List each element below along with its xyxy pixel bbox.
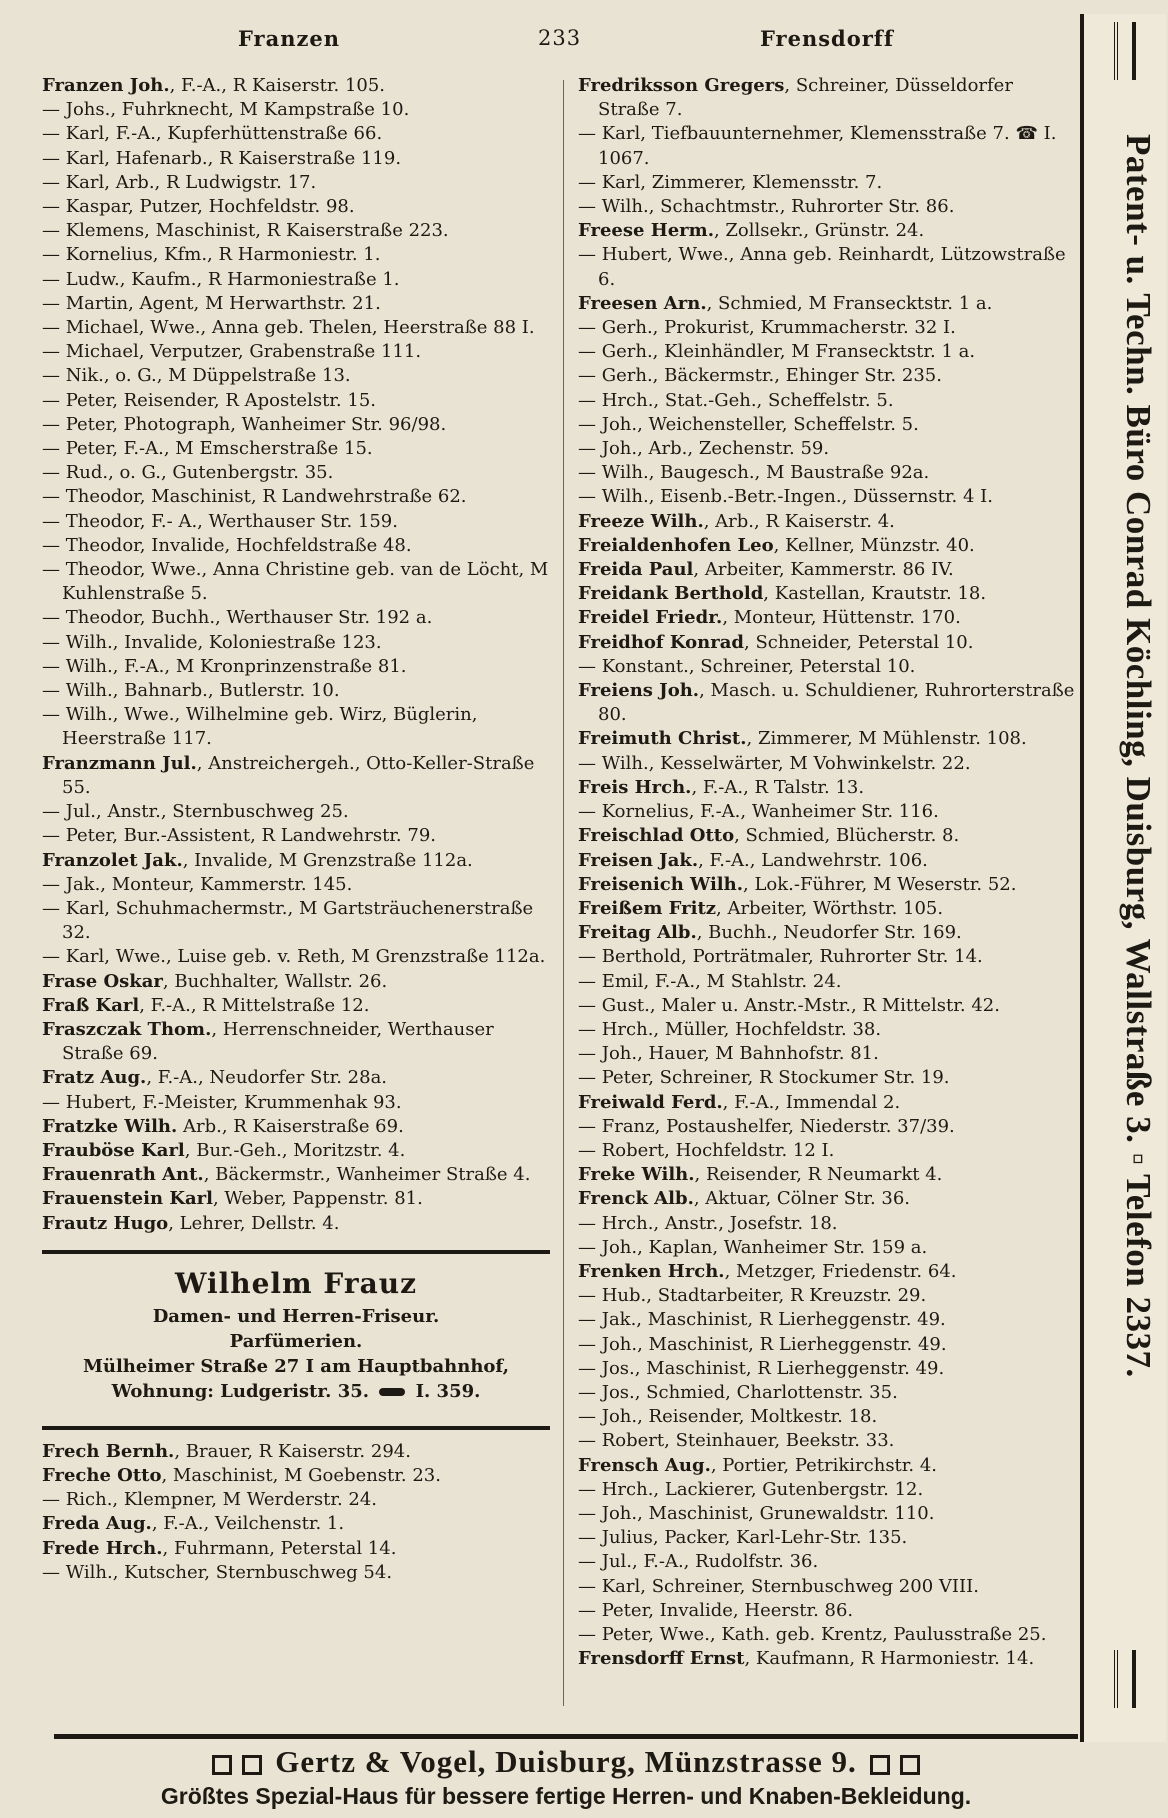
- directory-entry: [42, 1488, 550, 1512]
- entry-details: — Hubert, F.-Meister, Krummenhak 93.: [42, 1091, 402, 1113]
- ad-bottom-rule: [42, 1426, 550, 1430]
- entry-details: — Wilh., Kesselwärter, M Vohwinkelstr. 22.: [578, 752, 971, 774]
- directory-entry: [578, 1066, 1080, 1090]
- entry-details: — Wilh., F.-A., M Kronprinzenstraße 81.: [42, 655, 407, 677]
- directory-entry: [578, 1429, 1080, 1453]
- entry-details: — Jul., Anstr., Sternbuschweg 25.: [42, 801, 349, 823]
- ad-top-rule: [42, 1250, 550, 1254]
- entry-details: — Karl, Hafenarb., R Kaiserstraße 119.: [42, 147, 402, 169]
- entry-surname: Freesen Arn.: [578, 292, 707, 314]
- advertisement-frauz: [42, 1264, 550, 1404]
- entry-details: — Karl, Schuhmachermstr., M Gartsträuchenerstraße 32.: [42, 897, 534, 944]
- entry-surname: Freidhof Konrad: [578, 631, 744, 653]
- entry-details: , Arb., R Kaiserstr. 4.: [703, 510, 895, 532]
- entry-details: , Lok.-Führer, M Weserstr. 52.: [743, 873, 1017, 895]
- entry-details: — Peter, Photograph, Wanheimer Str. 96/98.: [42, 413, 447, 435]
- entry-details: , F.-A., R Kaiserstr. 105.: [169, 75, 386, 96]
- entry-details: — Theodor, F.- A., Werthauser Str. 159.: [42, 510, 398, 532]
- entry-details: — Theodor, Wwe., Anna Christine geb. van de Löcht, M Kuhlenstraße 5.: [42, 559, 549, 605]
- directory-entry: [578, 1357, 1080, 1381]
- entry-details: — Wilh., Kutscher, Sternbuschweg 54.: [42, 1561, 393, 1583]
- entry-details: , Lehrer, Dellstr. 4.: [168, 1212, 340, 1234]
- entry-details: , Kellner, Münzstr. 40.: [773, 534, 975, 556]
- directory-entry: [42, 1440, 550, 1464]
- entry-surname: Freisenich Wilh.: [578, 873, 743, 895]
- directory-entry: [578, 1333, 1080, 1357]
- footer-advertisement: [54, 1734, 1078, 1811]
- directory-entry: [578, 1115, 1080, 1139]
- entry-surname: Frensch Aug.: [578, 1454, 711, 1476]
- entry-details: , Anstreichergeh., Otto-Keller-Straße 55.: [62, 752, 535, 798]
- entry-details: — Jos., Schmied, Charlottenstr. 35.: [578, 1381, 898, 1403]
- directory-entry: [42, 631, 550, 655]
- entry-details: , Zollsekr., Grünstr. 24.: [713, 220, 925, 242]
- entry-details: , Bäckermstr., Wanheimer Straße 4.: [203, 1164, 531, 1186]
- entry-details: — Nik., o. G., M Düppelstraße 13.: [42, 365, 351, 387]
- directory-entry: [42, 74, 550, 98]
- entry-surname: Frenken Hrch.: [578, 1260, 725, 1282]
- footer-rule: [54, 1734, 1078, 1739]
- square-ornament-icon: [900, 1755, 920, 1775]
- entry-details: — Karl, Schreiner, Sternbuschweg 200 VIII.: [578, 1575, 979, 1597]
- directory-entry: [42, 534, 550, 558]
- entry-details: — Gerh., Bäckermstr., Ehinger Str. 235.: [578, 365, 942, 387]
- entry-details: — Jak., Maschinist, R Lierheggenstr. 49.: [578, 1309, 946, 1331]
- directory-entry: [42, 873, 550, 897]
- directory-entry: [578, 1018, 1080, 1042]
- entry-surname: Freißem Fritz: [578, 897, 716, 919]
- directory-entry: [578, 1502, 1080, 1526]
- directory-entry: [42, 606, 550, 630]
- entry-details: , Metzger, Friedenstr. 64.: [724, 1260, 957, 1282]
- entry-surname: Freialdenhofen Leo: [578, 534, 774, 556]
- entry-details: — Jak., Monteur, Kammerstr. 145.: [42, 873, 353, 895]
- entry-details: , Maschinist, M Goebenstr. 23.: [161, 1464, 441, 1486]
- directory-entry: [578, 558, 1080, 582]
- entry-details: — Wilh., Eisenb.-Betr.-Ingen., Düssernstr. 4 I.: [578, 486, 993, 508]
- entry-details: — Wilh., Baugesch., M Baustraße 92a.: [578, 462, 930, 484]
- entry-details: — Martin, Agent, M Herwarthstr. 21.: [42, 292, 381, 314]
- directory-entry: [42, 849, 550, 873]
- entry-details: — Wilh., Schachtmstr., Ruhrorter Str. 86.: [578, 196, 955, 218]
- entry-surname: Fraß Karl: [42, 994, 140, 1016]
- entry-details: — Hrch., Stat.-Geh., Scheffelstr. 5.: [578, 389, 894, 411]
- directory-entry: [578, 727, 1080, 751]
- entry-details: Arb., R Kaiserstraße 69.: [177, 1115, 404, 1137]
- directory-entry: [578, 1454, 1080, 1478]
- entry-surname: Frech Bernh.: [42, 1440, 175, 1462]
- entry-surname: Freiens Joh.: [578, 680, 700, 702]
- entry-details: — Peter, Invalide, Heerstr. 86.: [578, 1599, 854, 1621]
- directory-entry: [42, 219, 550, 243]
- directory-entry: [578, 413, 1080, 437]
- directory-entry: [578, 1526, 1080, 1550]
- entry-details: — Joh., Arb., Zechenstr. 59.: [578, 438, 830, 460]
- entry-details: , Zimmerer, M Mühlenstr. 108.: [746, 728, 1027, 750]
- entry-surname: Freis Hrch.: [578, 776, 692, 798]
- entry-surname: Freida Paul: [578, 559, 694, 581]
- column-divider: [563, 80, 564, 1706]
- telephone-icon: [379, 1388, 405, 1396]
- entry-details: — Wilh., Bahnarb., Butlerstr. 10.: [42, 680, 340, 702]
- entry-details: — Rich., Klempner, M Werderstr. 24.: [42, 1489, 378, 1511]
- entry-details: , Portier, Petrikirchstr. 4.: [710, 1454, 938, 1476]
- entry-surname: Frase Oskar: [42, 970, 163, 992]
- directory-entry: [42, 243, 550, 267]
- directory-entry: [578, 122, 1080, 170]
- directory-entry: [578, 1308, 1080, 1332]
- directory-entry: [42, 994, 550, 1018]
- directory-entry: [578, 1647, 1080, 1671]
- directory-entry: [578, 364, 1080, 388]
- directory-entry: [42, 1512, 550, 1536]
- directory-entry: [42, 970, 550, 994]
- entry-details: , Fuhrmann, Peterstal 14.: [162, 1537, 397, 1559]
- directory-entry: [42, 1091, 550, 1115]
- directory-entry: [42, 1212, 550, 1236]
- footer-slogan: Größtes Spezial-Haus für bessere fertige Herren- und Knaben-Bekleidung.: [160, 1783, 972, 1809]
- directory-entry: [42, 510, 550, 534]
- entry-details: — Peter, Bur.-Assistent, R Landwehrstr. 79.: [42, 825, 437, 847]
- entry-details: — Peter, Wwe., Kath. geb. Krentz, Paulusstraße 25.: [578, 1624, 1047, 1645]
- entry-details: — Franz, Postaushelfer, Niederstr. 37/39.: [578, 1115, 955, 1137]
- directory-entry: [42, 1464, 550, 1488]
- entry-details: — Joh., Maschinist, Grunewaldstr. 110.: [578, 1502, 935, 1524]
- directory-entry: [42, 147, 550, 171]
- entry-surname: Frauenstein Karl: [42, 1188, 213, 1210]
- header-right-keyword: Frensdorff: [760, 26, 894, 51]
- directory-entry: [42, 655, 550, 679]
- entry-details: — Peter, F.-A., M Emscherstraße 15.: [42, 438, 373, 460]
- directory-entry: [42, 364, 550, 388]
- directory-entry: [578, 606, 1080, 630]
- directory-entry: [42, 461, 550, 485]
- directory-entry: [42, 268, 550, 292]
- entry-details: , Schmied, M Fransecktstr. 1 a.: [706, 292, 993, 314]
- entry-details: — Karl, Arb., R Ludwigstr. 17.: [42, 171, 317, 193]
- directory-entry: [578, 582, 1080, 606]
- directory-entry: [42, 437, 550, 461]
- entry-details: — Karl, Zimmerer, Klemensstr. 7.: [578, 171, 883, 193]
- entry-details: — Gust., Maler u. Anstr.-Mstr., R Mittelstr. 42.: [578, 994, 1000, 1016]
- entry-details: , Weber, Pappenstr. 81.: [212, 1188, 423, 1210]
- entry-details: — Julius, Packer, Karl-Lehr-Str. 135.: [578, 1527, 908, 1549]
- ad-line-trade: Damen- und Herren-Friseur.: [152, 1305, 440, 1327]
- entry-surname: Fredriksson Gregers: [578, 75, 785, 96]
- entry-surname: Fratz Aug.: [42, 1067, 147, 1089]
- entry-details: , Aktuar, Cölner Str. 36.: [693, 1188, 911, 1210]
- directory-entry: [42, 558, 550, 606]
- directory-entry: [578, 897, 1080, 921]
- entry-details: — Peter, Schreiner, R Stockumer Str. 19.: [578, 1067, 950, 1089]
- directory-entry: [578, 631, 1080, 655]
- directory-entry: [578, 921, 1080, 945]
- entry-surname: Freeze Wilh.: [578, 510, 704, 532]
- entry-details: , F.-A., R Talstr. 13.: [691, 776, 865, 798]
- directory-entry: [42, 195, 550, 219]
- directory-entry: [42, 316, 550, 340]
- entry-details: , F.-A., Veilchenstr. 1.: [151, 1513, 345, 1535]
- entry-details: — Berthold, Porträtmaler, Ruhrorter Str. 14.: [578, 946, 983, 968]
- directory-entry: [578, 316, 1080, 340]
- entry-details: — Joh., Hauer, M Bahnhofstr. 81.: [578, 1043, 879, 1065]
- entry-details: , Invalide, M Grenzstraße 112a.: [182, 849, 473, 871]
- entry-details: , F.-A., Immendal 2.: [722, 1091, 901, 1113]
- entry-surname: Franzmann Jul.: [42, 752, 197, 774]
- directory-entry: [578, 1599, 1080, 1623]
- entry-details: , Arbeiter, Kammerstr. 86 IV.: [693, 559, 954, 581]
- directory-entry: [578, 1381, 1080, 1405]
- directory-entry: [578, 655, 1080, 679]
- directory-entry: [42, 679, 550, 703]
- entry-details: — Michael, Verputzer, Grabenstraße 111.: [42, 341, 422, 363]
- directory-entry: [578, 1575, 1080, 1599]
- entry-details: — Hrch., Müller, Hochfeldstr. 38.: [578, 1018, 882, 1040]
- directory-entry: [42, 389, 550, 413]
- header-left-keyword: Franzen: [238, 26, 341, 51]
- entry-surname: Freisen Jak.: [578, 849, 699, 871]
- entry-details: — Karl, F.-A., Kupferhüttenstraße 66.: [42, 123, 383, 145]
- ad-line-perfume: Parfümerien.: [229, 1330, 363, 1352]
- banner-bottom-ornament: [1114, 1650, 1136, 1708]
- directory-entry: [578, 1139, 1080, 1163]
- entry-surname: Frauenrath Ant.: [42, 1164, 204, 1186]
- entry-surname: Fratzke Wilh.: [42, 1115, 178, 1137]
- directory-entry: [42, 945, 550, 969]
- entry-details: — Ludw., Kaufm., R Harmoniestraße 1.: [42, 268, 400, 290]
- ad-line-residence: [42, 1379, 550, 1404]
- entry-details: — Klemens, Maschinist, R Kaiserstraße 223.: [42, 220, 449, 242]
- directory-entry: [42, 824, 550, 848]
- entry-details: — Jos., Maschinist, R Lierheggenstr. 49.: [578, 1357, 945, 1379]
- directory-entry: [42, 292, 550, 316]
- directory-entry: [42, 1139, 550, 1163]
- entry-surname: Franzen Joh.: [42, 75, 170, 96]
- directory-entry: [578, 1236, 1080, 1260]
- ad-phone-number: I. 359.: [415, 1380, 481, 1402]
- entry-surname: Franzolet Jak.: [42, 849, 183, 871]
- directory-entry: [42, 703, 550, 751]
- directory-entry: [578, 171, 1080, 195]
- entry-surname: Frauböse Karl: [42, 1139, 185, 1161]
- directory-entry: [578, 437, 1080, 461]
- entry-details: , F.-A., R Mittelstraße 12.: [139, 994, 370, 1016]
- directory-entry: [578, 292, 1080, 316]
- directory-entry: [578, 776, 1080, 800]
- directory-entry: [578, 849, 1080, 873]
- entry-surname: Freke Wilh.: [578, 1164, 695, 1186]
- directory-entry: [42, 1066, 550, 1090]
- directory-entry: [578, 873, 1080, 897]
- directory-entry: [578, 74, 1080, 122]
- entry-details: — Jul., F.-A., Rudolfstr. 36.: [578, 1551, 819, 1573]
- entry-details: — Joh., Kaplan, Wanheimer Str. 159 a.: [578, 1236, 928, 1258]
- directory-entry: [578, 752, 1080, 776]
- directory-entry: [578, 510, 1080, 534]
- directory-entry: [42, 1018, 550, 1066]
- entry-details: , Schmied, Blücherstr. 8.: [734, 825, 960, 847]
- entry-details: — Rud., o. G., Gutenbergstr. 35.: [42, 462, 334, 484]
- directory-entry: [578, 679, 1080, 727]
- entry-details: — Joh., Maschinist, R Lierheggenstr. 49.: [578, 1333, 947, 1355]
- entry-details: — Michael, Wwe., Anna geb. Thelen, Heerstraße 88 I.: [42, 317, 535, 339]
- directory-entry: [578, 1091, 1080, 1115]
- directory-entry: [42, 171, 550, 195]
- left-column: [42, 74, 550, 1585]
- directory-entry: [42, 1537, 550, 1561]
- directory-entry: [578, 219, 1080, 243]
- entry-details: — Robert, Hochfeldstr. 12 I.: [578, 1139, 835, 1161]
- entry-surname: Freimuth Christ.: [578, 728, 747, 750]
- ad-business-name: Wilhelm Frauz: [175, 1266, 417, 1300]
- entry-details: , F.-A., Neudorfer Str. 28a.: [146, 1067, 388, 1089]
- entry-surname: Frautz Hugo: [42, 1212, 169, 1234]
- directory-entry: [578, 461, 1080, 485]
- entry-details: , F.-A., Landwehrstr. 106.: [698, 849, 928, 871]
- directory-entry: [578, 994, 1080, 1018]
- entry-details: — Kornelius, Kfm., R Harmoniestr. 1.: [42, 244, 381, 266]
- page-number: 233: [538, 26, 582, 50]
- entry-details: — Karl, Wwe., Luise geb. v. Reth, M Grenzstraße 112a.: [42, 946, 546, 968]
- directory-entry: [578, 1260, 1080, 1284]
- entry-details: — Hubert, Wwe., Anna geb. Reinhardt, Lützowstraße 6.: [578, 244, 1066, 290]
- entry-details: — Emil, F.-A., M Stahlstr. 24.: [578, 970, 842, 992]
- entry-details: — Gerh., Kleinhändler, M Fransecktstr. 1 a.: [578, 341, 976, 363]
- entry-details: — Joh., Weichensteller, Scheffelstr. 5.: [578, 413, 919, 435]
- left-entry-list-after-ad: [42, 1440, 550, 1585]
- directory-entry: [578, 824, 1080, 848]
- entry-details: , Schreiner, Düsseldorfer Straße 7.: [598, 75, 1013, 121]
- square-ornament-icon: [212, 1755, 232, 1775]
- entry-surname: Freese Herm.: [578, 220, 714, 242]
- side-advertisement-banner: [1080, 14, 1166, 1742]
- square-ornament-icon: [242, 1755, 262, 1775]
- directory-entry: [42, 122, 550, 146]
- directory-entry: [578, 1187, 1080, 1211]
- directory-entry: [42, 1187, 550, 1211]
- entry-details: — Kaspar, Putzer, Hochfeldstr. 98.: [42, 196, 355, 218]
- directory-entry: [42, 413, 550, 437]
- entry-details: — Hrch., Lackierer, Gutenbergstr. 12.: [578, 1478, 924, 1500]
- entry-surname: Frede Hrch.: [42, 1537, 163, 1559]
- entry-details: , Buchh., Neudorfer Str. 169.: [696, 922, 962, 944]
- entry-details: — Hrch., Anstr., Josefstr. 18.: [578, 1212, 838, 1234]
- entry-details: — Wilh., Invalide, Koloniestraße 123.: [42, 631, 382, 653]
- directory-entry: [578, 485, 1080, 509]
- entry-details: , Reisender, R Neumarkt 4.: [694, 1164, 943, 1186]
- entry-details: — Johs., Fuhrknecht, M Kampstraße 10.: [42, 99, 410, 121]
- entry-details: — Peter, Reisender, R Apostelstr. 15.: [42, 389, 377, 411]
- entry-details: — Gerh., Prokurist, Krummacherstr. 32 I.: [578, 317, 956, 339]
- left-entry-list: [42, 74, 550, 1236]
- entry-details: — Karl, Tiefbauunternehmer, Klemensstraße 7. ☎ I. 1067.: [578, 123, 1057, 169]
- entry-details: , Buchhalter, Wallstr. 26.: [162, 970, 388, 992]
- directory-entry: [578, 340, 1080, 364]
- entry-details: , Brauer, R Kaiserstr. 294.: [174, 1440, 411, 1462]
- right-column: [578, 74, 1080, 1671]
- entry-details: — Wilh., Wwe., Wilhelmine geb. Wirz, Büglerin, Heerstraße 117.: [42, 704, 478, 750]
- entry-details: — Theodor, Buchh., Werthauser Str. 192 a.: [42, 607, 433, 629]
- entry-details: — Joh., Reisender, Moltkestr. 18.: [578, 1406, 878, 1428]
- directory-entry: [42, 897, 550, 945]
- directory-entry: [42, 98, 550, 122]
- side-banner-text: Patent- u. Techn. Büro Conrad Köchling, Duisburg, Wallstraße 3. ▫ Telefon 2337.: [1119, 134, 1158, 1378]
- entry-surname: Frenck Alb.: [578, 1188, 694, 1210]
- directory-entry: [578, 945, 1080, 969]
- entry-details: — Theodor, Maschinist, R Landwehrstraße 62.: [42, 486, 467, 508]
- entry-surname: Freiwald Ferd.: [578, 1091, 723, 1113]
- entry-details: , Kaufmann, R Harmoniestr. 14.: [744, 1648, 1035, 1670]
- directory-entry: [578, 800, 1080, 824]
- directory-entry: [578, 1478, 1080, 1502]
- directory-entry: [578, 1163, 1080, 1187]
- entry-surname: Freidel Friedr.: [578, 607, 723, 629]
- entry-surname: Fraszczak Thom.: [42, 1018, 212, 1040]
- directory-entry: [578, 1284, 1080, 1308]
- entry-details: , Arbeiter, Wörthstr. 105.: [716, 897, 944, 919]
- directory-entry: [578, 1212, 1080, 1236]
- footer-company-line: [54, 1743, 1078, 1781]
- directory-entry: [42, 752, 550, 800]
- directory-entry: [578, 534, 1080, 558]
- directory-entry: [42, 1163, 550, 1187]
- entry-surname: Frensdorff Ernst: [578, 1648, 745, 1670]
- entry-details: , Bur.-Geh., Moritzstr. 4.: [184, 1139, 406, 1161]
- directory-entry: [578, 1550, 1080, 1574]
- right-entry-list: [578, 74, 1080, 1671]
- entry-surname: Freda Aug.: [42, 1513, 152, 1535]
- directory-entry: [42, 485, 550, 509]
- entry-details: , Kastellan, Krautstr. 18.: [763, 583, 987, 605]
- directory-entry: [578, 243, 1080, 291]
- directory-entry: [42, 1115, 550, 1139]
- entry-details: , Monteur, Hüttenstr. 170.: [722, 607, 961, 629]
- directory-entry: [578, 389, 1080, 413]
- entry-details: , Herrenschneider, Werthauser Straße 69.: [62, 1018, 494, 1065]
- directory-entry: [42, 1561, 550, 1585]
- ad-residence-text: Wohnung: Ludgeristr. 35.: [111, 1380, 370, 1402]
- entry-surname: Freischlad Otto: [578, 825, 735, 847]
- square-ornament-icon: [870, 1755, 890, 1775]
- entry-surname: Freidank Berthold: [578, 583, 764, 605]
- directory-entry: [578, 1405, 1080, 1429]
- directory-entry: [42, 800, 550, 824]
- footer-company-text: Gertz & Vogel, Duisburg, Münzstrasse 9.: [275, 1744, 857, 1779]
- ad-line-address: Mülheimer Straße 27 I am Hauptbahnhof,: [82, 1355, 510, 1377]
- entry-details: — Robert, Steinhauer, Beekstr. 33.: [578, 1430, 895, 1452]
- entry-details: , Masch. u. Schuldiener, Ruhrorterstraße 80.: [598, 680, 1075, 726]
- banner-top-ornament: [1114, 22, 1136, 80]
- entry-surname: Freitag Alb.: [578, 922, 697, 944]
- directory-entry: [578, 195, 1080, 219]
- entry-details: — Theodor, Invalide, Hochfeldstraße 48.: [42, 534, 412, 556]
- entry-details: — Hub., Stadtarbeiter, R Kreuzstr. 29.: [578, 1285, 927, 1307]
- entry-surname: Freche Otto: [42, 1464, 162, 1486]
- entry-details: — Kornelius, F.-A., Wanheimer Str. 116.: [578, 801, 939, 823]
- directory-entry: [578, 1623, 1080, 1647]
- entry-details: , Schneider, Peterstal 10.: [744, 631, 974, 653]
- directory-entry: [578, 1042, 1080, 1066]
- directory-entry: [578, 970, 1080, 994]
- entry-details: — Konstant., Schreiner, Peterstal 10.: [578, 655, 916, 677]
- directory-entry: [42, 340, 550, 364]
